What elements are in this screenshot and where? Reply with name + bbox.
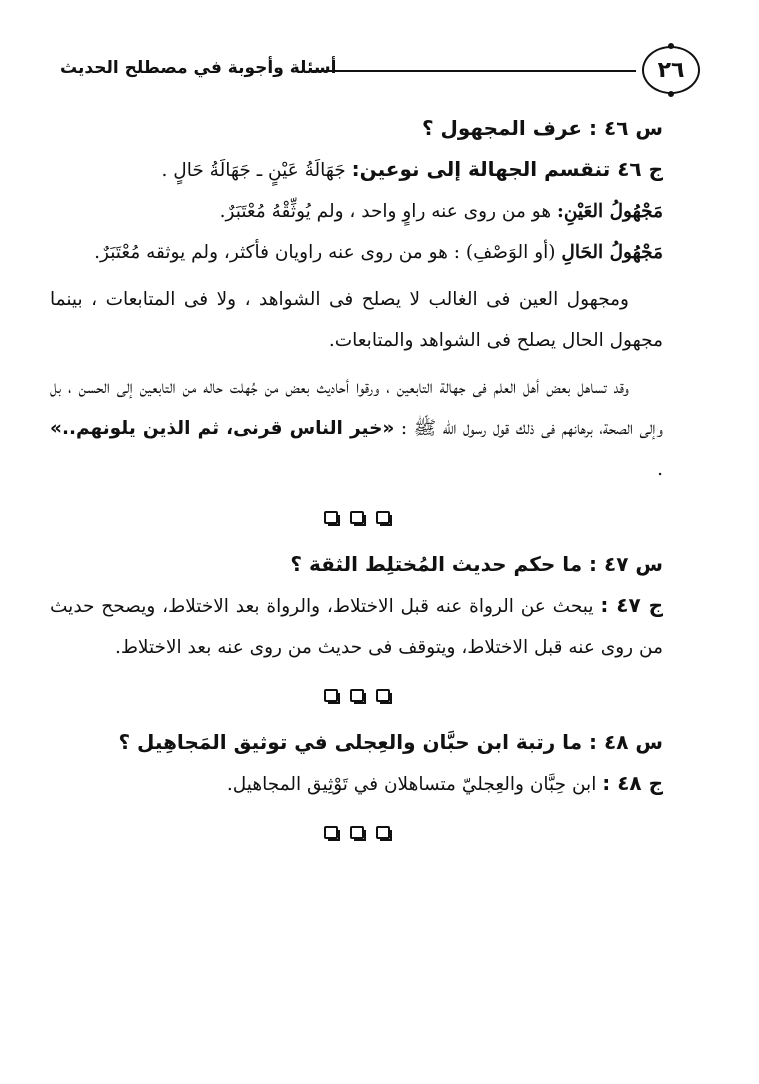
section-separator xyxy=(50,680,663,710)
answer-46-text: جَهَالَةُ عَيْنٍ ـ جَهَالَةُ حَالٍ . xyxy=(161,160,352,181)
section-separator xyxy=(50,502,663,532)
answer-47-text: يبحث عن الرواة عنه قبل الاختلاط، والرواة بعد الاختلاط، ويصحح حديث من روى عنه قبل الاختلاط، ويتوقف فى حديث من روى عنه بعد الاختلاط. xyxy=(50,596,663,658)
definition-text-1: هو من روى عنه راوٍ واحد ، ولم يُوثِّقْهُ مُعْتَبَرٌ. xyxy=(219,201,557,222)
page-number: ٢٦ xyxy=(642,46,700,94)
answer-48-text: ابن حِبَّان والعِجليّ متساهلان في تَوْثِيق المجاهيل. xyxy=(226,774,603,795)
square-ornament-icon xyxy=(324,826,338,839)
square-ornament-icon xyxy=(376,689,390,702)
term-unknown-status: مَجْهُولُ الحَالِ xyxy=(561,242,663,263)
hadith-quote: «خير الناس قرنى، ثم الذين يلونهم..» xyxy=(50,418,395,439)
paragraph-tabieen xyxy=(50,367,663,490)
answer-47 xyxy=(50,585,663,668)
paragraph-tabieen-end: . xyxy=(657,459,663,480)
answer-48-lead: ج ٤٨ : xyxy=(602,771,663,795)
running-title: أسئلة وأجوبة في مصطلح الحديث xyxy=(60,58,337,78)
header-rule xyxy=(310,70,636,72)
answer-47-lead: ج ٤٧ : xyxy=(600,593,663,617)
term-unknown-identity: مَجْهُولُ العَيْنِ: xyxy=(556,201,663,222)
definition-unknown-status xyxy=(50,232,663,273)
paragraph-shawahid: ومجهول العين فى الغالب لا يصلح فى الشواهد ، ولا فى المتابعات ، بينما مجهول الحال يصلح فى الشواهد والمتابعات. xyxy=(50,289,663,351)
square-ornament-icon xyxy=(324,689,338,702)
page-header xyxy=(60,40,700,100)
square-ornament-icon xyxy=(350,511,364,524)
square-ornament-icon xyxy=(376,511,390,524)
section-separator xyxy=(50,817,663,847)
question-47: س ٤٧ : ما حكم حديث المُختلِط الثقة ؟ xyxy=(290,552,663,576)
answer-46-lead: ج ٤٦ تنقسم الجهالة إلى نوعين: xyxy=(351,157,663,181)
answer-48 xyxy=(50,763,663,805)
square-ornament-icon xyxy=(350,826,364,839)
square-ornament-icon xyxy=(376,826,390,839)
square-ornament-icon xyxy=(350,689,364,702)
question-48: س ٤٨ : ما رتبة ابن حبَّان والعِجلى في توثيق المَجاهِيل ؟ xyxy=(118,730,663,754)
page-body xyxy=(50,108,663,859)
definition-text-2: (أو الوَصْفِ) : هو من روى عنه راويان فأكثر، ولم يوثقه مُعْتَبَرٌ. xyxy=(94,242,562,263)
paragraph-tabieen-text: وقد تساهل بعض أهل العلم فى جهالة التابعين ، ورقوا أحاديث بعض من جُهلت حاله من التابعين إلى الحسن ، بل وإلى الصحة، برهانهم فى ذلك قول رسول الله ﷺ : xyxy=(50,377,663,439)
square-ornament-icon xyxy=(324,511,338,524)
definition-unknown-identity xyxy=(50,191,663,232)
question-46: س ٤٦ : عرف المجهول ؟ xyxy=(421,116,663,140)
answer-46 xyxy=(50,149,663,191)
